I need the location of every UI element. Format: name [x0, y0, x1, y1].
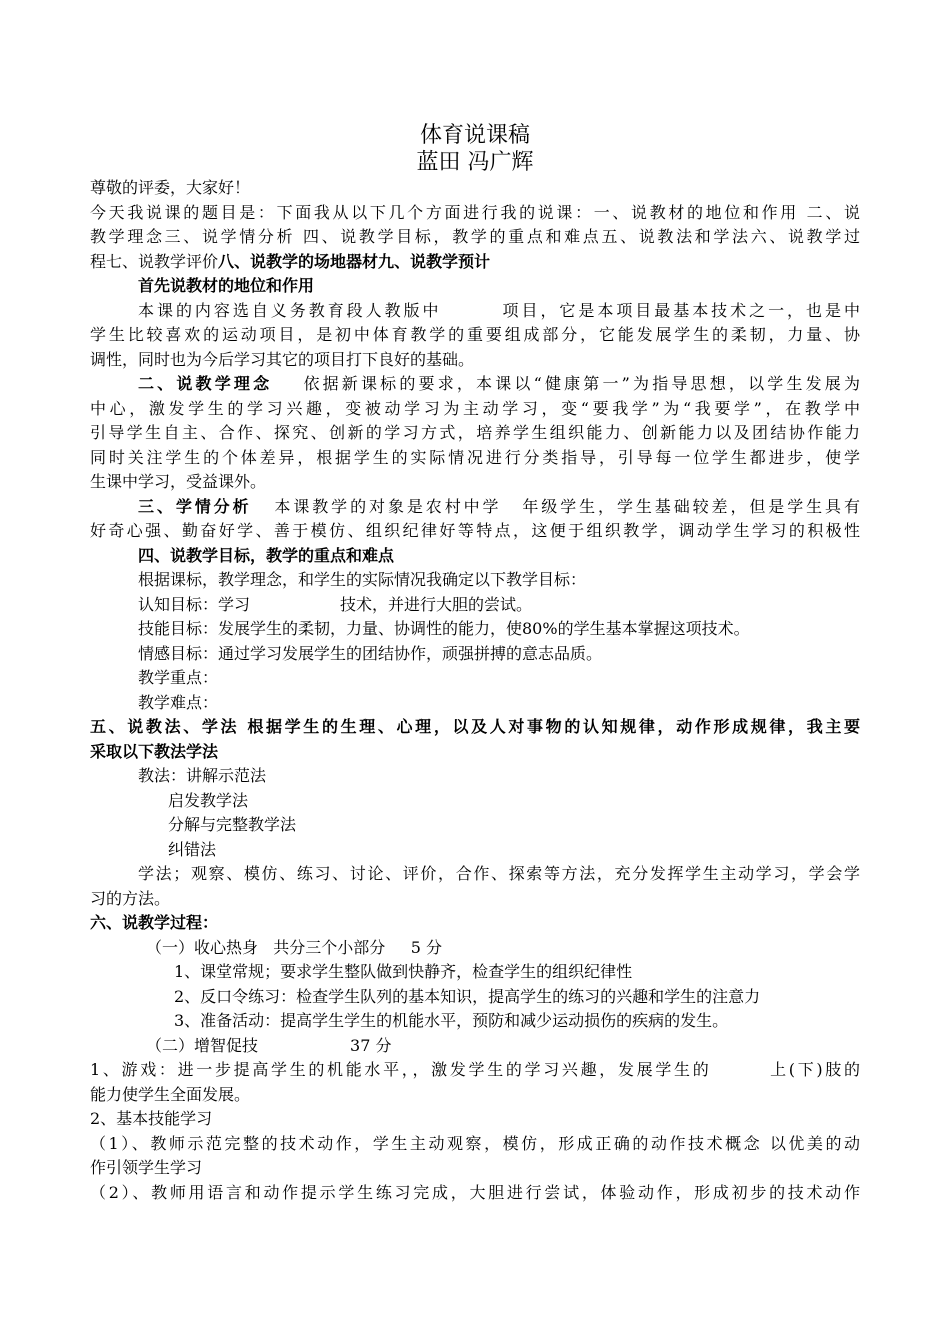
section-3-line-1a: 本课教学的对象是农村中学 — [271, 496, 502, 516]
section-3-line-1 — [138, 495, 860, 520]
section-2-line-4: 同时关注学生的个体差异，根据学生的实际情况进行分类指导，引导每一位学生都进步，使学 — [90, 447, 860, 467]
game-line-1 — [90, 1058, 860, 1083]
learning-method-line-2: 习的方法。 — [90, 888, 171, 908]
process-step-3: 3、准备活动：提高学生学生的机能水平，预防和减少运动损伤的疾病的发生。 — [174, 1011, 729, 1030]
section-1-line-1b: 项目，它是本项目最基本技术之一，也是中 — [499, 300, 860, 320]
process-part-2-label: （二）增智促技 — [146, 1035, 259, 1055]
section-2-line-3: 引导学生自主、合作、探究、创新的学习方式，培养学生组织能力、创新能力以及团结协作能力 — [90, 423, 860, 442]
greeting: 尊敬的评委，大家好！ — [90, 178, 251, 197]
section-2-line-2: 中心，激发学生的学习兴趣，变被动学习为主动学习，变“要我学”为“我要学”，在教学中 — [90, 398, 860, 418]
section-1-line-1a: 本课的内容选自义务教育段人教版中 — [138, 300, 442, 320]
method-3: 分解与完整教学法 — [168, 815, 297, 834]
game-line-2: 能力使学生全面发展。 — [90, 1084, 251, 1104]
intro-line-3-text: 程七、说教学评价 — [90, 251, 219, 271]
section-4-heading: 四、说教学目标，教学的重点和难点 — [138, 545, 395, 565]
section-3-heading: 三、学情分析 — [138, 496, 252, 516]
section-1-line-3: 调性，同时也为今后学习其它的项目打下良好的基础。 — [90, 349, 475, 369]
process-step-1: 1、课堂常规；要求学生整队做到快静齐，检查学生的组织纪律性 — [174, 962, 633, 981]
cognitive-goal-b: 技术，并进行大胆的尝试。 — [340, 594, 533, 614]
intro-line-3-bold: 八、说教学的场地器材九、说教学预计 — [218, 251, 491, 271]
teaching-key-point: 教学重点： — [138, 668, 219, 687]
document-author: 蓝田 冯广辉 — [416, 150, 534, 175]
skill-step-1-line-1: （1）、教师示范完整的技术动作，学生主动观察，模仿，形成正确的动作技术概念 以优美的动 — [90, 1133, 860, 1153]
basic-skill-heading: 2、基本技能学习 — [90, 1109, 213, 1128]
section-6-heading: 六、说教学过程： — [90, 913, 219, 932]
cognitive-goal-a: 认知目标：学习 — [138, 594, 251, 614]
skill-goal: 技能目标：发展学生的柔韧，力量、协调性的能力，使80%的学生基本掌握这项技术。 — [138, 619, 750, 638]
section-2-heading: 二、说教学理念 — [138, 374, 273, 393]
section-2-line-1 — [138, 372, 860, 397]
section-1-heading: 首先说教材的地位和作用 — [138, 276, 315, 295]
document-title: 体育说课稿 — [419, 123, 530, 148]
section-4-line-1: 根据课标，教学理念，和学生的实际情况我确定以下教学目标： — [138, 570, 587, 589]
intro-line-2: 教学理念三、说学情分析 四、说教学目标，教学的重点和难点五、说教法和学法六、说教学过 — [90, 227, 860, 246]
method-1: 教法：讲解示范法 — [138, 766, 267, 785]
intro-line-1: 今天我说课的题目是：下面我从以下几个方面进行我的说课：一、说教材的地位和作用 二、说 — [90, 202, 860, 222]
intro-line-3 — [90, 250, 860, 275]
section-5-heading-line-2: 采取以下教法学法 — [90, 741, 219, 761]
skill-step-2-line-1: （2）、教师用语言和动作提示学生练习完成，大胆进行尝试，体验动作，形成初步的技术动作 — [90, 1182, 860, 1202]
section-5-heading-line-1: 五、说教法、学法 根据学生的生理、心理，以及人对事物的认知规律，动作形成规律，我主要 — [90, 717, 860, 736]
method-4: 纠错法 — [168, 839, 217, 859]
section-2-line-5: 生课中学习，受益课外。 — [90, 472, 267, 491]
teaching-difficulty: 教学难点： — [138, 692, 219, 712]
emotion-goal: 情感目标：通过学习发展学生的团结协作，顽强拼搏的意志品质。 — [138, 643, 603, 663]
method-2: 启发教学法 — [168, 790, 249, 810]
section-1-line-2: 学生比较喜欢的运动项目，是初中体育教学的重要组成部分，它能发展学生的柔韧，力量、协 — [90, 325, 860, 344]
section-3-line-1b: 年级学生，学生基础较差，但是学生具有 — [519, 496, 860, 516]
cognitive-goal — [138, 593, 860, 618]
section-1-line-1 — [138, 299, 860, 324]
process-step-2: 2、反口令练习：检查学生队列的基本知识，提高学生的练习的兴趣和学生的注意力 — [174, 986, 761, 1006]
game-line-1a: 1、游戏：进一步提高学生的机能水平，，激发学生的学习兴趣，发展学生的 — [90, 1060, 712, 1079]
process-part-1: （一）收心热身 共分三个小部分 5 分 — [146, 937, 442, 957]
process-part-2 — [146, 1034, 860, 1059]
learning-method-line-1: 学法；观察、模仿、练习、讨论、评价，合作、探索等方法，充分发挥学生主动学习，学会学 — [138, 864, 860, 883]
game-line-1b: 上(下)肢的 — [767, 1060, 860, 1079]
section-3-line-2: 好奇心强、勤奋好学、善于模仿、组织纪律好等特点，这便于组织教学，调动学生学习的积极性 — [90, 521, 860, 540]
process-part-2-time: 37 分 — [350, 1035, 392, 1055]
skill-step-1-line-2: 作引领学生学习 — [90, 1158, 203, 1177]
section-2-line-1-text: 依据新课标的要求，本课以“健康第一”为指导思想，以学生发展为 — [300, 374, 860, 393]
